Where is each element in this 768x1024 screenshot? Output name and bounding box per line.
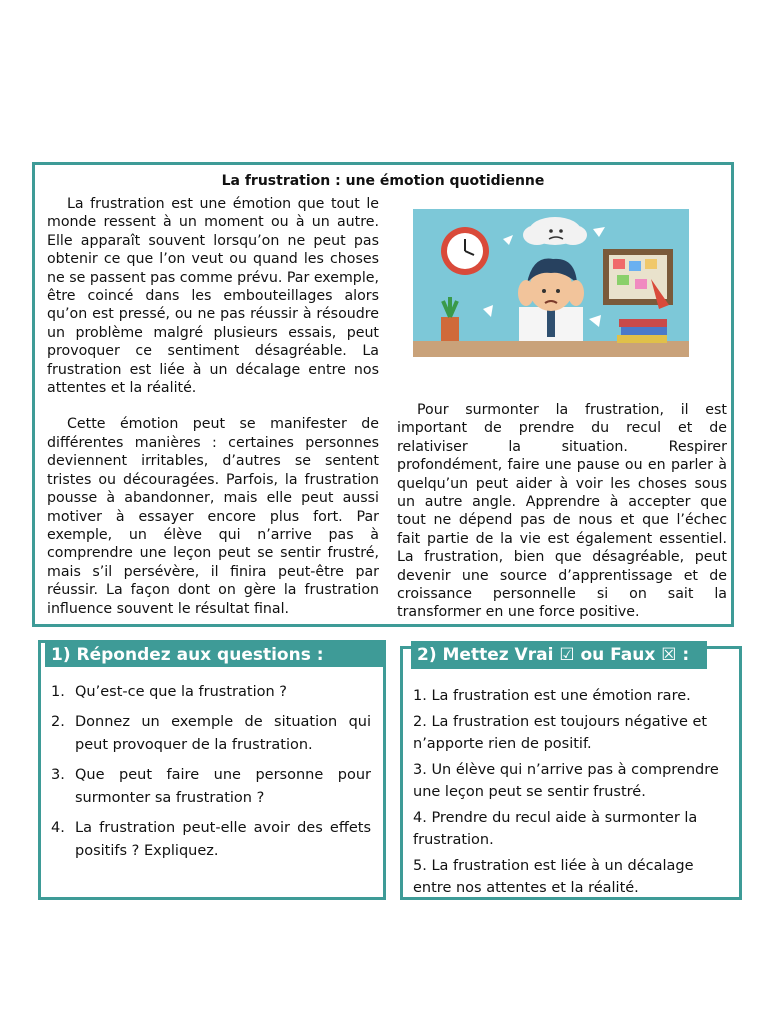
- questions-list: [51, 681, 371, 870]
- frustrated-student-illustration: [413, 209, 689, 357]
- question-item: [51, 764, 371, 810]
- statement-item: 4. Prendre du recul aide à surmonter la frustration.: [413, 810, 698, 848]
- question-text: Donnez un exemple de situation qui peut provoquer de la frustration.: [75, 714, 371, 753]
- statement-item: 1. La frustration est une émotion rare.: [413, 688, 691, 704]
- reading-title: La frustration : une émotion quotidienne: [221, 173, 545, 189]
- question-number: 3.: [51, 767, 65, 783]
- statement-item: 3. Un élève qui n’arrive pas à comprendre une leçon peut se sentir frustré.: [413, 762, 719, 800]
- question-text: Qu’est-ce que la frustration ?: [75, 684, 287, 700]
- paragraph-1: La frustration est une émotion que tout le monde ressent à un moment ou à un autre. Elle apparaît souvent lorsqu’on ne peut pas obtenir ce que l’on veut ou quand les choses ne se passent pas comme prévu. Par exemple, être coincé dans les embouteillages alors qu’on est pressé, ou ne pas réussir à résoudre un problème malgré plusieurs essais, peut provoquer ce sentiment désagréable. La frustration est liée à un décalage entre nos attentes et la réalité.: [47, 196, 379, 397]
- question-item: [51, 681, 371, 704]
- question-text: Que peut faire une personne pour surmonter sa frustration ?: [75, 767, 371, 806]
- reading-left-column: [47, 195, 379, 618]
- question-number: 1.: [51, 684, 65, 700]
- true-false-heading: 2) Mettez Vrai ☑ ou Faux ☒ :: [411, 641, 707, 669]
- paragraph-2: Cette émotion peut se manifester de différentes manières : certaines personnes deviennent irritables, d’autres se sentent tristes ou découragées. Parfois, la frustration pousse à abandonner, mais elle peut aussi motiver à essayer encore plus fort. Par exemple, un élève qui n’arrive pas à comprendre une leçon peut se sentir frustré, mais s’il persévère, il finira peut-être par réussir. La façon dont on gère la frustration influence souvent le résultat final.: [47, 416, 379, 617]
- paragraph-3: Pour surmonter la frustration, il est important de prendre du recul et de relativiser la situation. Respirer profondément, faire une pause ou en parler à quelqu’un peut aider à voir les choses sous un autre angle. Apprendre à accepter que tout ne dépend pas de nous et que l’échec fait partie de la vie est également essentiel. La frustration, bien que désagréable, peut devenir une source d’apprentissage et de croissance personnelle si on sait la transformer en une force positive.: [397, 402, 727, 621]
- question-text: La frustration peut-elle avoir des effets positifs ? Expliquez.: [75, 820, 371, 859]
- reading-text-box: [32, 162, 734, 627]
- question-number: 2.: [51, 714, 65, 730]
- statement-item: 2. La frustration est toujours négative et n’apporte rien de positif.: [413, 714, 708, 752]
- true-false-box: [400, 646, 742, 900]
- questions-box: [38, 640, 386, 900]
- questions-heading: 1) Répondez aux questions :: [45, 643, 385, 667]
- statement-item: 5. La frustration est liée à un décalage entre nos attentes et la réalité.: [413, 858, 694, 896]
- question-item: [51, 711, 371, 757]
- question-number: 4.: [51, 820, 65, 836]
- reading-right-column: [397, 401, 727, 622]
- question-item: [51, 817, 371, 863]
- true-false-list: [413, 685, 723, 903]
